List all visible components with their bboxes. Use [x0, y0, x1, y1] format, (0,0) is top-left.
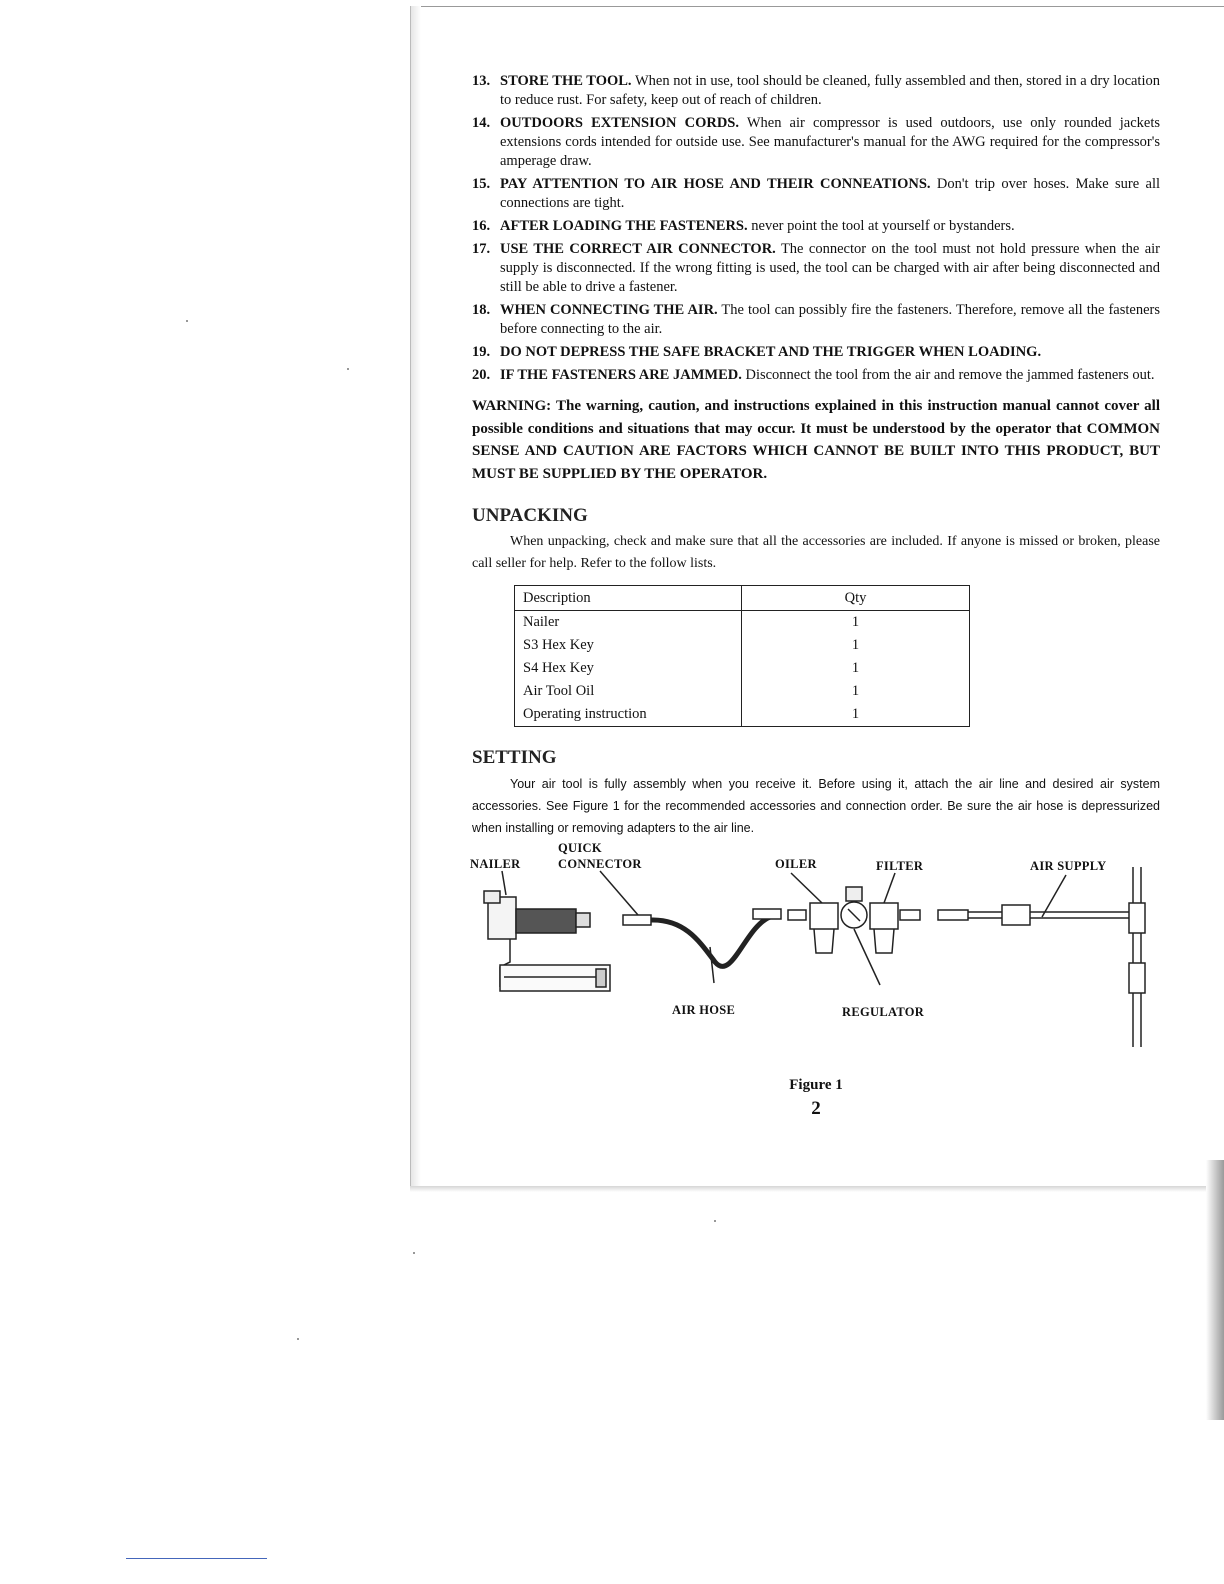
scan-speck — [413, 1252, 415, 1254]
label-connector: CONNECTOR — [558, 857, 642, 871]
table-cell-qty: 1 — [742, 703, 970, 727]
scan-speck — [347, 368, 349, 370]
item-number: 15. — [472, 176, 491, 192]
instruction-item-15 — [472, 175, 1160, 213]
table-row — [515, 680, 970, 703]
figure-caption: Figure 1 — [789, 1077, 843, 1093]
accessories-table — [514, 585, 970, 727]
table-cell-description: S3 Hex Key — [515, 634, 742, 657]
item-text: The connector on the tool must not hold pressure when the air supply is disconnected. If the wrong fitting is used, the tool can be charged with air after being disconnected and still be able to drive a fastener. — [500, 241, 1161, 295]
item-lead: STORE THE TOOL. — [500, 73, 632, 89]
page-edge-right — [1206, 1160, 1224, 1420]
item-lead: DO NOT DEPRESS THE SAFE BRACKET AND THE TRIGGER WHEN LOADING. — [500, 344, 1042, 360]
page-edge-bottom — [410, 1186, 1210, 1192]
item-text: never point the tool at yourself or bystanders. — [747, 218, 1015, 234]
nailer-illustration — [484, 891, 610, 991]
item-text: When not in use, tool should be cleaned, fully assembled and then, stored in a dry location to reduce rust. For safety, keep out of reach of children. — [500, 73, 1160, 108]
scan-speck — [297, 1338, 299, 1340]
figure-1-diagram — [470, 841, 1170, 1077]
scan-speck — [186, 320, 188, 322]
table-cell-qty: 1 — [742, 657, 970, 680]
table-header-row — [515, 586, 970, 611]
table-row — [515, 611, 970, 635]
air-system-diagram — [470, 847, 1170, 1077]
table-cell-description: Nailer — [515, 611, 742, 635]
label-nailer: NAILER — [470, 857, 521, 871]
item-text: Don't trip over hoses. Make sure all connections are tight. — [500, 176, 1161, 211]
air-hose-line — [651, 917, 770, 966]
scan-speck — [714, 1220, 716, 1222]
label-quick: QUICK — [558, 841, 602, 855]
column-header-description: Description — [515, 586, 742, 611]
table-cell-qty: 1 — [742, 611, 970, 635]
item-text: When air compressor is used outdoors, use only rounded jackets extensions cords intended for outside use. See manufacturer's manual for the AWG required for the compressor's amperage draw. — [500, 115, 1160, 169]
item-lead: USE THE CORRECT AIR CONNECTOR. — [500, 241, 776, 257]
label-oiler: OILER — [775, 857, 817, 871]
page-edge-left — [410, 6, 421, 1186]
instruction-item-19 — [472, 343, 1160, 362]
item-number: 18. — [472, 302, 491, 318]
item-lead: AFTER LOADING THE FASTENERS. — [500, 218, 748, 234]
unpacking-heading: UNPACKING — [472, 505, 588, 526]
item-number: 14. — [472, 115, 491, 131]
table-cell-description: Air Tool Oil — [515, 680, 742, 703]
item-lead: IF THE FASTENERS ARE JAMMED. — [500, 367, 742, 383]
table-row — [515, 657, 970, 680]
instruction-list — [472, 72, 1160, 385]
label-filter: FILTER — [876, 859, 924, 873]
table-cell-description: Operating instruction — [515, 703, 742, 727]
instruction-item-20 — [472, 366, 1160, 385]
item-text: The tool can possibly fire the fasteners. Therefore, remove all the fasteners before connecting to the air. — [500, 302, 1160, 337]
instruction-item-14 — [472, 114, 1160, 171]
table-cell-description: S4 Hex Key — [515, 657, 742, 680]
instruction-item-17 — [472, 240, 1160, 297]
label-air-supply: AIR SUPPLY — [1030, 859, 1107, 873]
page-edge-top — [410, 6, 1224, 7]
setting-paragraph: Your air tool is fully assembly when you receive it. Before using it, attach the air line and desired air system accessories. See Figure 1 for the recommended accessories and connection order. Be sure the air hose is depressurized when installing or removing adapters to the air line. — [472, 777, 1160, 835]
page-number: 2 — [811, 1098, 821, 1119]
table-row — [515, 634, 970, 657]
manual-page — [472, 72, 1160, 1120]
table-cell-qty: 1 — [742, 680, 970, 703]
instruction-item-18 — [472, 301, 1160, 339]
setting-heading: SETTING — [472, 747, 557, 768]
label-air-hose: AIR HOSE — [672, 1003, 736, 1017]
warning-block — [472, 395, 1160, 485]
filter-unit — [870, 903, 898, 929]
warning-text: The warning, caution, and instructions explained in this instruction manual cannot cover all possible conditions and situations that may occur. It must be understood by the operator that COMMON SENSE AND CAUTION ARE FACTORS WHICH CANNOT BE BUILT INTO THIS PRODUCT, BUT MUST BE SUPPLIED BY THE OPERATOR. — [472, 398, 1160, 482]
column-header-qty: Qty — [742, 586, 970, 611]
unpacking-paragraph: When unpacking, check and make sure that all the accessories are included. If anyone is missed or broken, please call seller for help. Refer to the follow lists. — [472, 534, 1160, 571]
item-text: Disconnect the tool from the air and remove the jammed fasteners out. — [741, 367, 1155, 383]
instruction-item-16 — [472, 217, 1160, 236]
table-row — [515, 703, 970, 727]
quick-connector-part — [623, 915, 651, 925]
item-lead: WHEN CONNECTING THE AIR. — [500, 302, 718, 318]
item-number: 19. — [472, 344, 491, 360]
item-number: 17. — [472, 241, 491, 257]
instruction-item-13 — [472, 72, 1160, 110]
label-regulator: REGULATOR — [842, 1005, 925, 1019]
table-cell-qty: 1 — [742, 634, 970, 657]
item-number: 13. — [472, 73, 491, 89]
footer-line — [126, 1558, 267, 1559]
item-number: 20. — [472, 367, 491, 383]
oiler-unit — [810, 903, 838, 929]
warning-label: WARNING: — [472, 398, 552, 414]
item-lead: PAY ATTENTION TO AIR HOSE AND THEIR CONNEATIONS. — [500, 176, 931, 192]
item-lead: OUTDOORS EXTENSION CORDS. — [500, 115, 739, 131]
item-number: 16. — [472, 218, 491, 234]
